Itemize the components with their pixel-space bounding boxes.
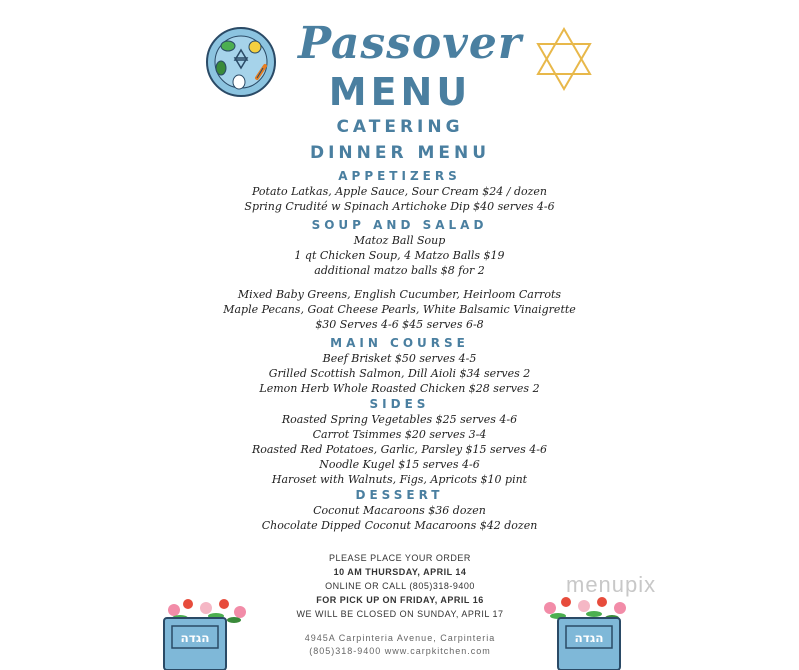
menu-item: additional matzo balls $8 for 2 [314,264,485,277]
page-title: Passover [297,18,523,69]
footer-address [250,632,550,658]
star-of-david-icon [534,26,594,92]
order-info [250,551,550,621]
menu-item: Chocolate Dipped Coconut Macaroons $42 dozen [261,519,538,532]
section-heading-appetizers: APPETIZERS [338,169,461,183]
menu-item: 1 qt Chicken Soup, 4 Matzo Balls $19 [294,249,505,262]
menu-item: Mixed Baby Greens, English Cucumber, Heirloom Carrots [237,288,562,301]
menu-item: Roasted Spring Vegetables $25 serves 4-6 [281,413,518,426]
order-contact: ONLINE OR CALL (805)318-9400 [325,581,475,591]
menu-item: Lemon Herb Whole Roasted Chicken $28 serves 2 [259,382,540,395]
menu-item: $30 Serves 4-6 $45 serves 6-8 [315,318,484,331]
subtitle-dinner-menu: DINNER MENU [309,143,491,163]
menu-item: Beef Brisket $50 serves 4-5 [322,352,477,365]
section-heading-soup-salad: SOUP AND SALAD [311,218,488,232]
menu-item: Maple Pecans, Goat Cheese Pearls, White Balsamic Vinaigrette [223,303,576,316]
haggadah-book-icon [160,596,260,670]
seder-plate-icon [205,26,277,98]
order-line: PLEASE PLACE YOUR ORDER [329,553,471,563]
svg-text:הגדה: הגדה [574,631,604,645]
svg-text:הגדה: הגדה [180,631,210,645]
watermark: menupix [566,572,657,597]
section-heading-sides: SIDES [369,397,430,411]
menu-item: Roasted Red Potatoes, Garlic, Parsley $15 serves 4-6 [251,443,548,456]
address-line: 4945A Carpinteria Avenue, Carpinteria [304,633,496,643]
section-heading-dessert: DESSERT [355,488,444,502]
menu-item: Matoz Ball Soup [353,234,446,247]
menu-body [0,168,799,533]
menu-item: Noodle Kugel $15 serves 4-6 [319,458,480,471]
subtitle-catering: CATERING [336,117,464,137]
menu-item: Haroset with Walnuts, Figs, Apricots $10 pint [271,473,528,486]
title-menu: MENU [328,70,472,114]
pickup-date: FOR PICK UP ON FRIDAY, APRIL 16 [316,595,484,605]
menu-item: Spring Crudité w Spinach Artichoke Dip $40 serves 4-6 [244,200,555,213]
menu-item: Potato Latkas, Apple Sauce, Sour Cream $24 / dozen [251,185,548,198]
contact-line: (805)318-9400 www.carpkitchen.com [309,646,491,656]
haggadah-book-icon [540,596,640,670]
closed-notice: WE WILL BE CLOSED ON SUNDAY, APRIL 17 [296,609,504,619]
order-deadline: 10 AM THURSDAY, APRIL 14 [333,567,467,577]
menu-item: Carrot Tsimmes $20 serves 3-4 [312,428,487,441]
section-heading-main-course: MAIN COURSE [330,336,469,350]
menu-item: Grilled Scottish Salmon, Dill Aioli $34 serves 2 [268,367,531,380]
menu-item: Coconut Macaroons $36 dozen [313,504,486,517]
